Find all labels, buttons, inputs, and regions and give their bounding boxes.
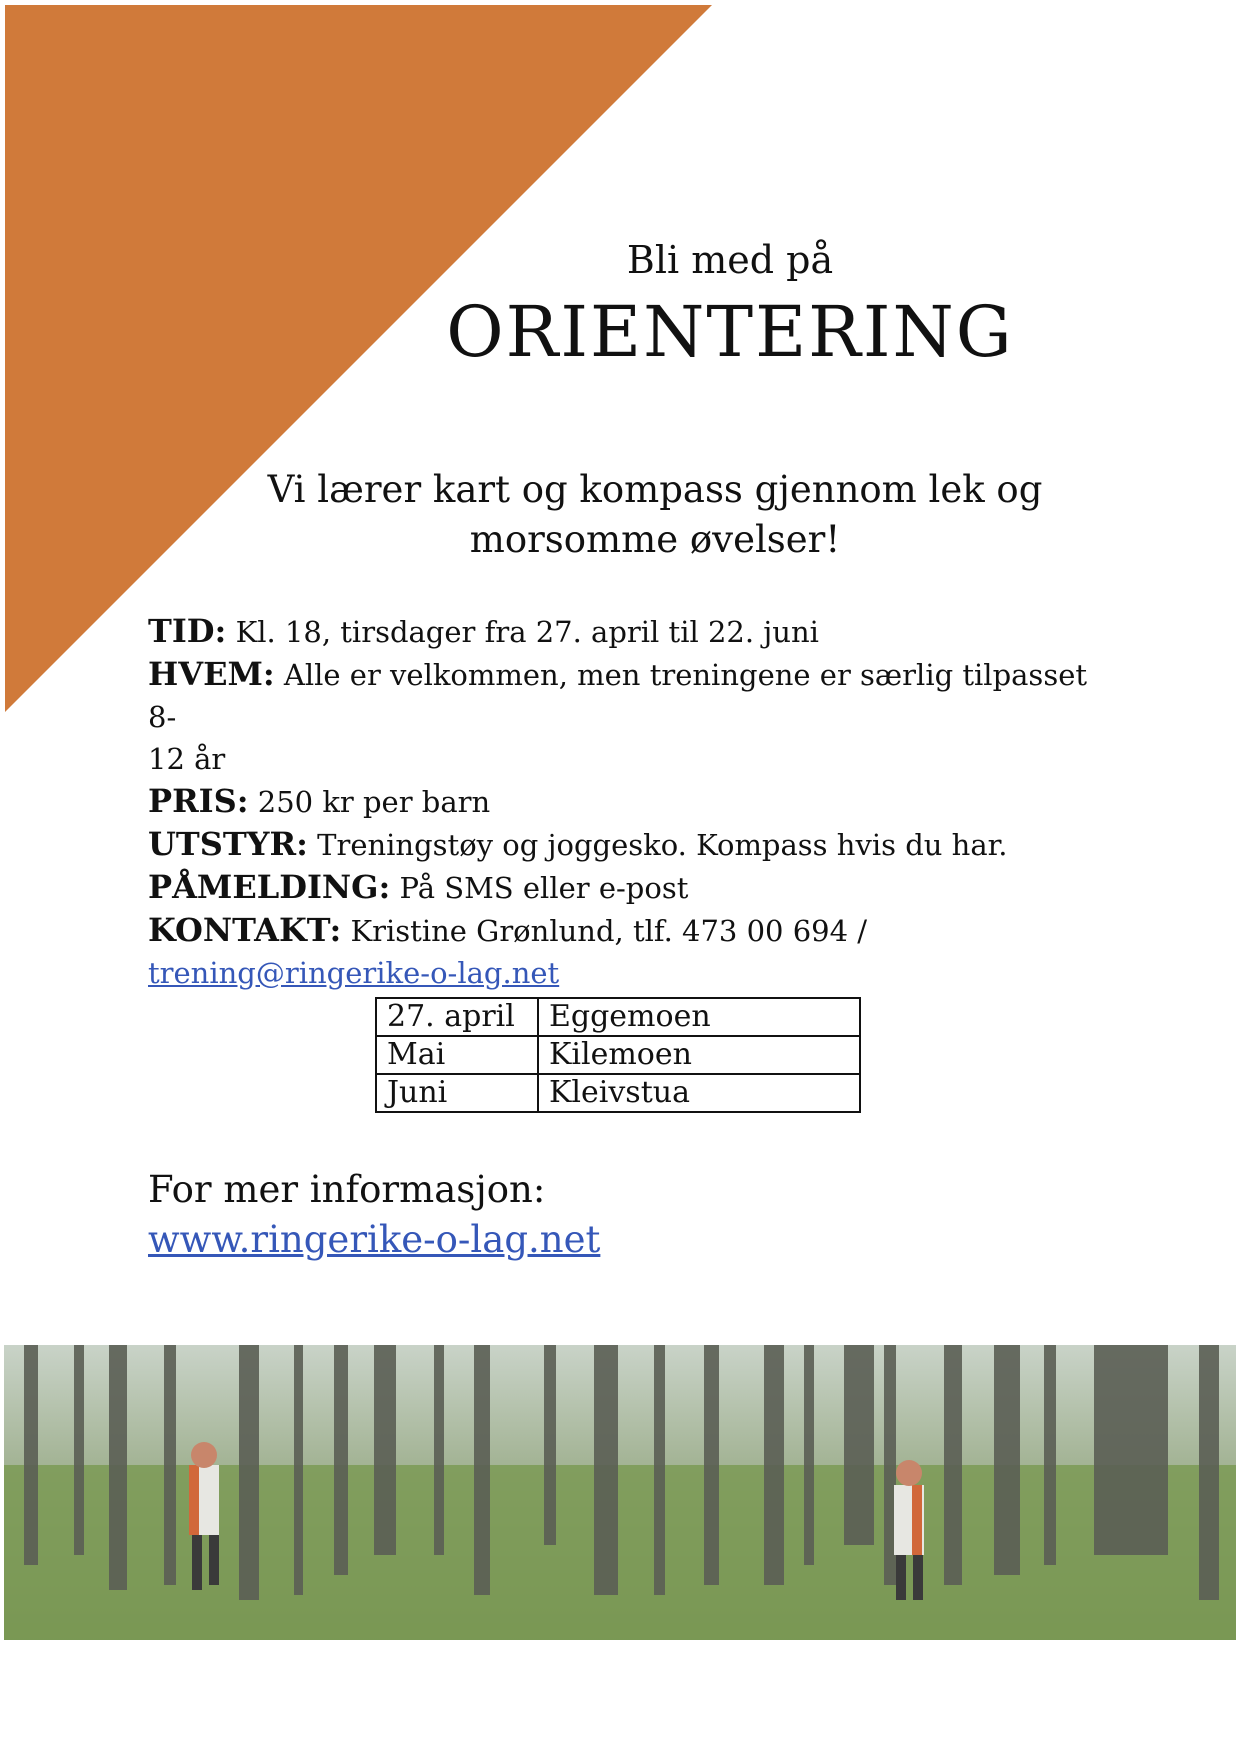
more-info-section [148, 1165, 600, 1265]
page-title: ORIENTERING [446, 291, 1014, 373]
tree-trunk [844, 1345, 874, 1545]
website-link[interactable]: www.ringerike-o-lag.net [148, 1218, 601, 1261]
kontakt-label: KONTAKT: [148, 911, 342, 949]
schedule-table [375, 997, 861, 1113]
info-hvem [148, 653, 1088, 780]
info-kontakt [148, 909, 1088, 994]
tree-trunk [164, 1345, 176, 1585]
tree-trunk [594, 1345, 618, 1595]
info-pris [148, 780, 1088, 823]
info-tid [148, 610, 1088, 653]
more-info-label: For mer informasjon: [148, 1168, 546, 1211]
intro-text: Bli med på [626, 238, 834, 282]
tree-trunk [764, 1345, 784, 1585]
schedule-date: Juni [376, 1074, 538, 1112]
tagline-line-1: Vi lærer kart og kompass gjennom lek og [267, 468, 1043, 511]
tree-trunk [24, 1345, 38, 1565]
tree-trunk [1044, 1345, 1056, 1565]
tree-trunk [1094, 1345, 1164, 1555]
tree-trunk [654, 1345, 665, 1595]
schedule-location: Eggemoen [538, 998, 860, 1036]
hvem-label: HVEM: [148, 655, 275, 693]
schedule-date: Mai [376, 1036, 538, 1074]
schedule-date: 27. april [376, 998, 538, 1036]
schedule-row [376, 998, 860, 1036]
info-utstyr [148, 823, 1088, 866]
hvem-text-continued: 12 år [148, 742, 226, 776]
tree-trunk [334, 1345, 348, 1575]
schedule-row [376, 1074, 860, 1112]
schedule-row [376, 1036, 860, 1074]
pris-label: PRIS: [148, 782, 249, 820]
utstyr-text: Treningstøy og joggesko. Kompass hvis du har. [317, 828, 1008, 862]
info-pamelding [148, 866, 1088, 909]
tree-trunk [239, 1345, 259, 1600]
info-section [148, 610, 1088, 994]
tree-trunk [1154, 1345, 1168, 1555]
kontakt-text: Kristine Grønlund, tlf. 473 00 694 / [350, 914, 868, 948]
pris-text: 250 kr per barn [257, 785, 491, 819]
hvem-text: Alle er velkommen, men treningene er særlig tilpasset 8- [148, 658, 1088, 734]
pamelding-label: PÅMELDING: [148, 868, 391, 906]
tree-trunk [994, 1345, 1020, 1575]
tree-trunk [944, 1345, 962, 1585]
tree-trunk [374, 1345, 396, 1555]
forest-photo [4, 1345, 1236, 1640]
tid-label: TID: [148, 612, 227, 650]
tree-trunk [109, 1345, 127, 1590]
tagline-line-2: morsomme øvelser! [469, 518, 841, 561]
utstyr-label: UTSTYR: [148, 825, 308, 863]
contact-email-link[interactable]: trening@ringerike-o-lag.net [148, 956, 560, 990]
tree-trunk [294, 1345, 303, 1595]
tree-trunk [544, 1345, 556, 1545]
tagline [230, 465, 1080, 565]
tree-trunk [474, 1345, 490, 1595]
tree-trunk [704, 1345, 719, 1585]
schedule-location: Kilemoen [538, 1036, 860, 1074]
schedule-location: Kleivstua [538, 1074, 860, 1112]
tree-trunk [804, 1345, 814, 1565]
tid-text: Kl. 18, tirsdager fra 27. april til 22. juni [235, 615, 819, 649]
tree-trunk [74, 1345, 84, 1555]
tree-trunk [1199, 1345, 1219, 1600]
tree-trunk [434, 1345, 444, 1555]
pamelding-text: På SMS eller e-post [399, 871, 689, 905]
